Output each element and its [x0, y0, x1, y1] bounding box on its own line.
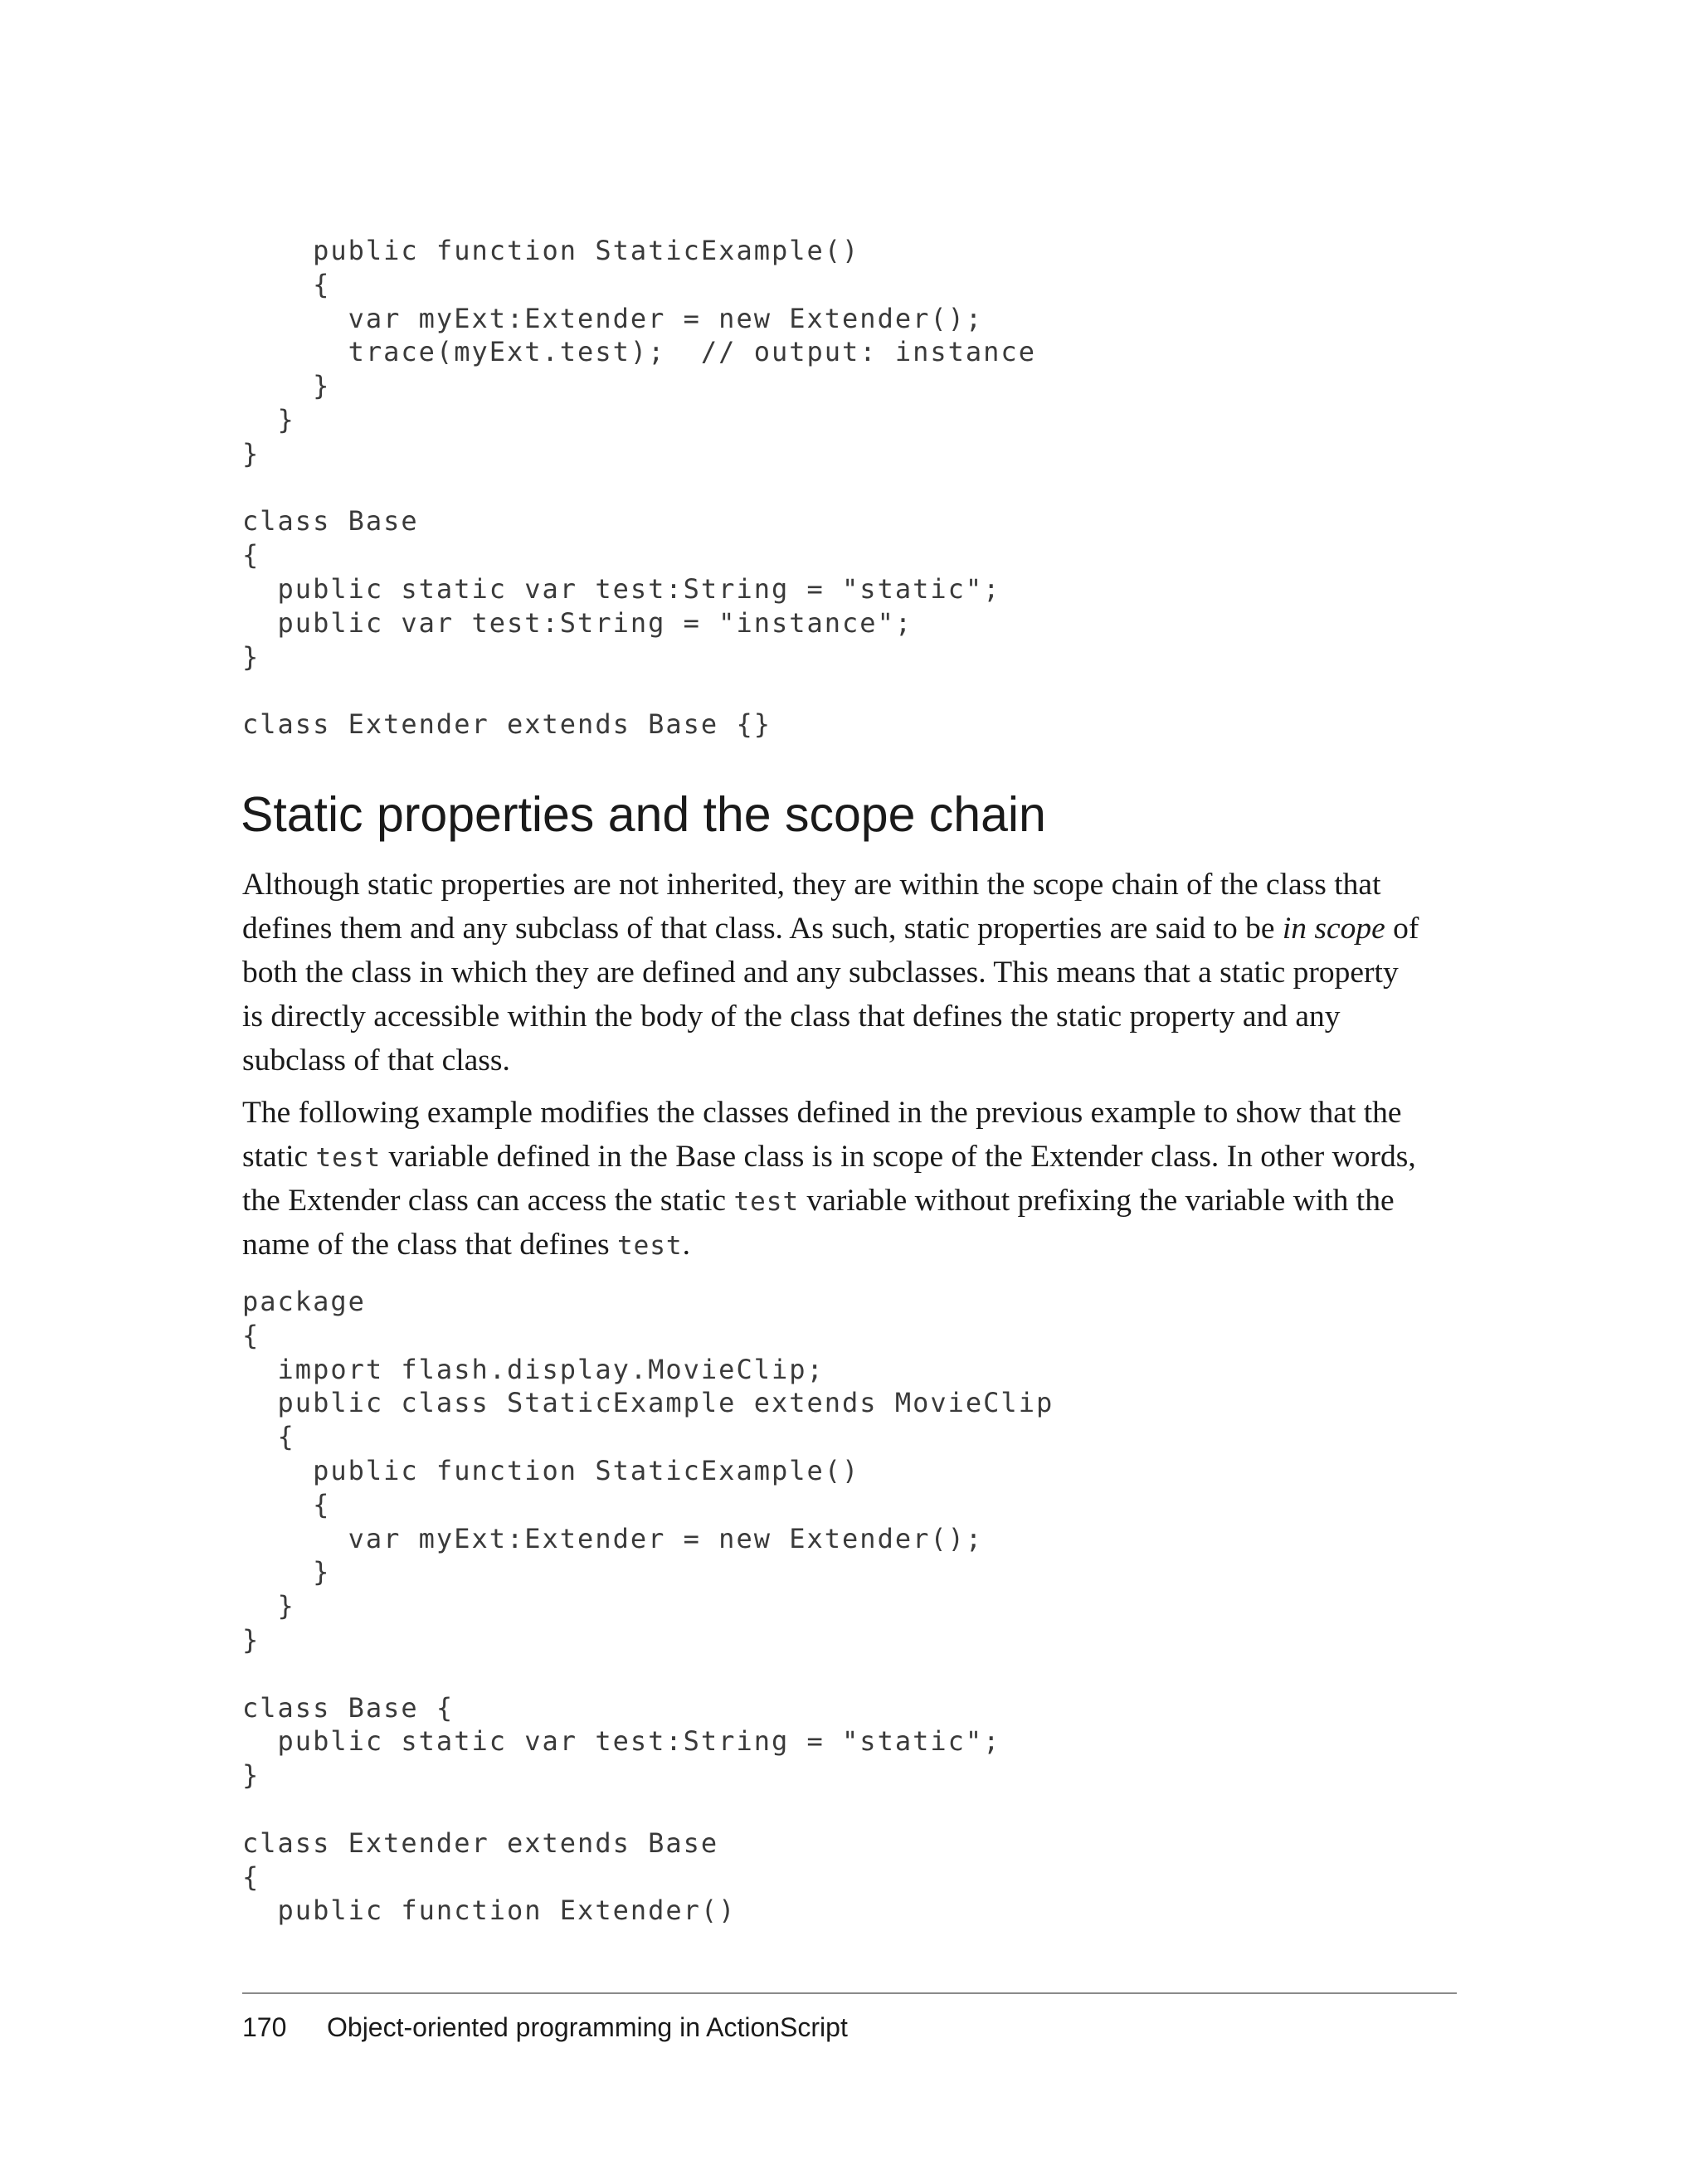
- code-line: }: [242, 1556, 331, 1588]
- code-line: var myExt:Extender = new Extender();: [242, 302, 984, 334]
- code-line: package: [242, 1286, 366, 1317]
- code-line: public function StaticExample(): [242, 235, 860, 266]
- code-line: public var test:String = "instance";: [242, 606, 913, 639]
- text-run: variable defined in the Base class is in scope of the Extender class. In other words,: [381, 1140, 1416, 1174]
- code-line: class Extender extends Base {}: [242, 708, 772, 741]
- code-line: }: [242, 437, 260, 469]
- code-line: {: [242, 1861, 260, 1893]
- code-line: class Extender extends Base: [242, 1826, 719, 1859]
- text-run: of: [1385, 912, 1419, 946]
- code-line: [242, 1657, 1054, 1691]
- text-run: defines them and any subclass of that class. As such, static properties are said to be: [242, 912, 1283, 946]
- body-paragraph-scope: [242, 863, 1462, 1082]
- code-line: public function Extender(): [242, 1895, 737, 1927]
- code-line: trace(myExt.test); // output: instance: [242, 336, 1036, 368]
- section-heading: Static properties and the scope chain: [241, 787, 1046, 842]
- code-line: public class StaticExample extends MovieClip: [242, 1387, 1054, 1419]
- running-footer-title: Object-oriented programming in ActionScript: [327, 2012, 848, 2042]
- paragraph-line: is directly accessible within the body of the class that defines the static property and any: [242, 1000, 1341, 1034]
- code-line: {: [242, 1319, 260, 1351]
- code-line: }: [242, 1590, 295, 1622]
- code-line: }: [242, 403, 295, 435]
- code-line: class Base: [242, 505, 419, 537]
- text-run: name of the class that defines: [242, 1228, 617, 1262]
- paragraph-line: [242, 907, 1462, 951]
- code-line: [242, 1792, 1054, 1826]
- text-run: static: [242, 1140, 316, 1174]
- code-line: import flash.display.MovieClip;: [242, 1353, 825, 1385]
- paragraph-line: [242, 1223, 1462, 1267]
- code-line: }: [242, 640, 260, 673]
- body-paragraph-example: [242, 1091, 1462, 1267]
- code-listing-top: [242, 234, 1036, 742]
- code-line: }: [242, 1759, 260, 1792]
- code-line: public function StaticExample(): [242, 1454, 860, 1486]
- paragraph-line: Although static properties are not inherited, they are within the scope chain of the class that: [242, 868, 1381, 902]
- inline-code: test: [733, 1187, 800, 1217]
- code-line: public static var test:String = "static";: [242, 572, 1001, 605]
- paragraph-line: The following example modifies the classes defined in the previous example to show that the: [242, 1096, 1402, 1130]
- code-line: public static var test:String = "static";: [242, 1725, 1001, 1758]
- paragraph-line: subclass of that class.: [242, 1043, 510, 1077]
- inline-code: test: [616, 1231, 683, 1261]
- code-line: class Base {: [242, 1691, 455, 1724]
- text-run: .: [682, 1228, 690, 1262]
- code-line: }: [242, 370, 331, 402]
- code-line: [242, 471, 1036, 505]
- code-line: {: [242, 1421, 295, 1453]
- code-line: {: [242, 1488, 331, 1520]
- inline-code: test: [315, 1143, 382, 1173]
- page-number: 170: [242, 2012, 287, 2042]
- paragraph-line: both the class in which they are defined and any subclasses. This means that a static property: [242, 956, 1399, 990]
- code-listing-bottom: [242, 1285, 1054, 1928]
- text-run: variable without prefixing the variable with the: [799, 1184, 1395, 1218]
- footer-divider: [242, 1992, 1457, 1994]
- code-line: }: [242, 1623, 260, 1656]
- text-run: the Extender class can access the static: [242, 1184, 734, 1218]
- code-line: {: [242, 539, 260, 572]
- paragraph-line: [242, 1135, 1462, 1179]
- emphasis-text: in scope: [1282, 912, 1385, 946]
- code-line: [242, 674, 1036, 708]
- code-line: {: [242, 268, 331, 300]
- code-line: var myExt:Extender = new Extender();: [242, 1522, 984, 1554]
- paragraph-line: [242, 1179, 1462, 1223]
